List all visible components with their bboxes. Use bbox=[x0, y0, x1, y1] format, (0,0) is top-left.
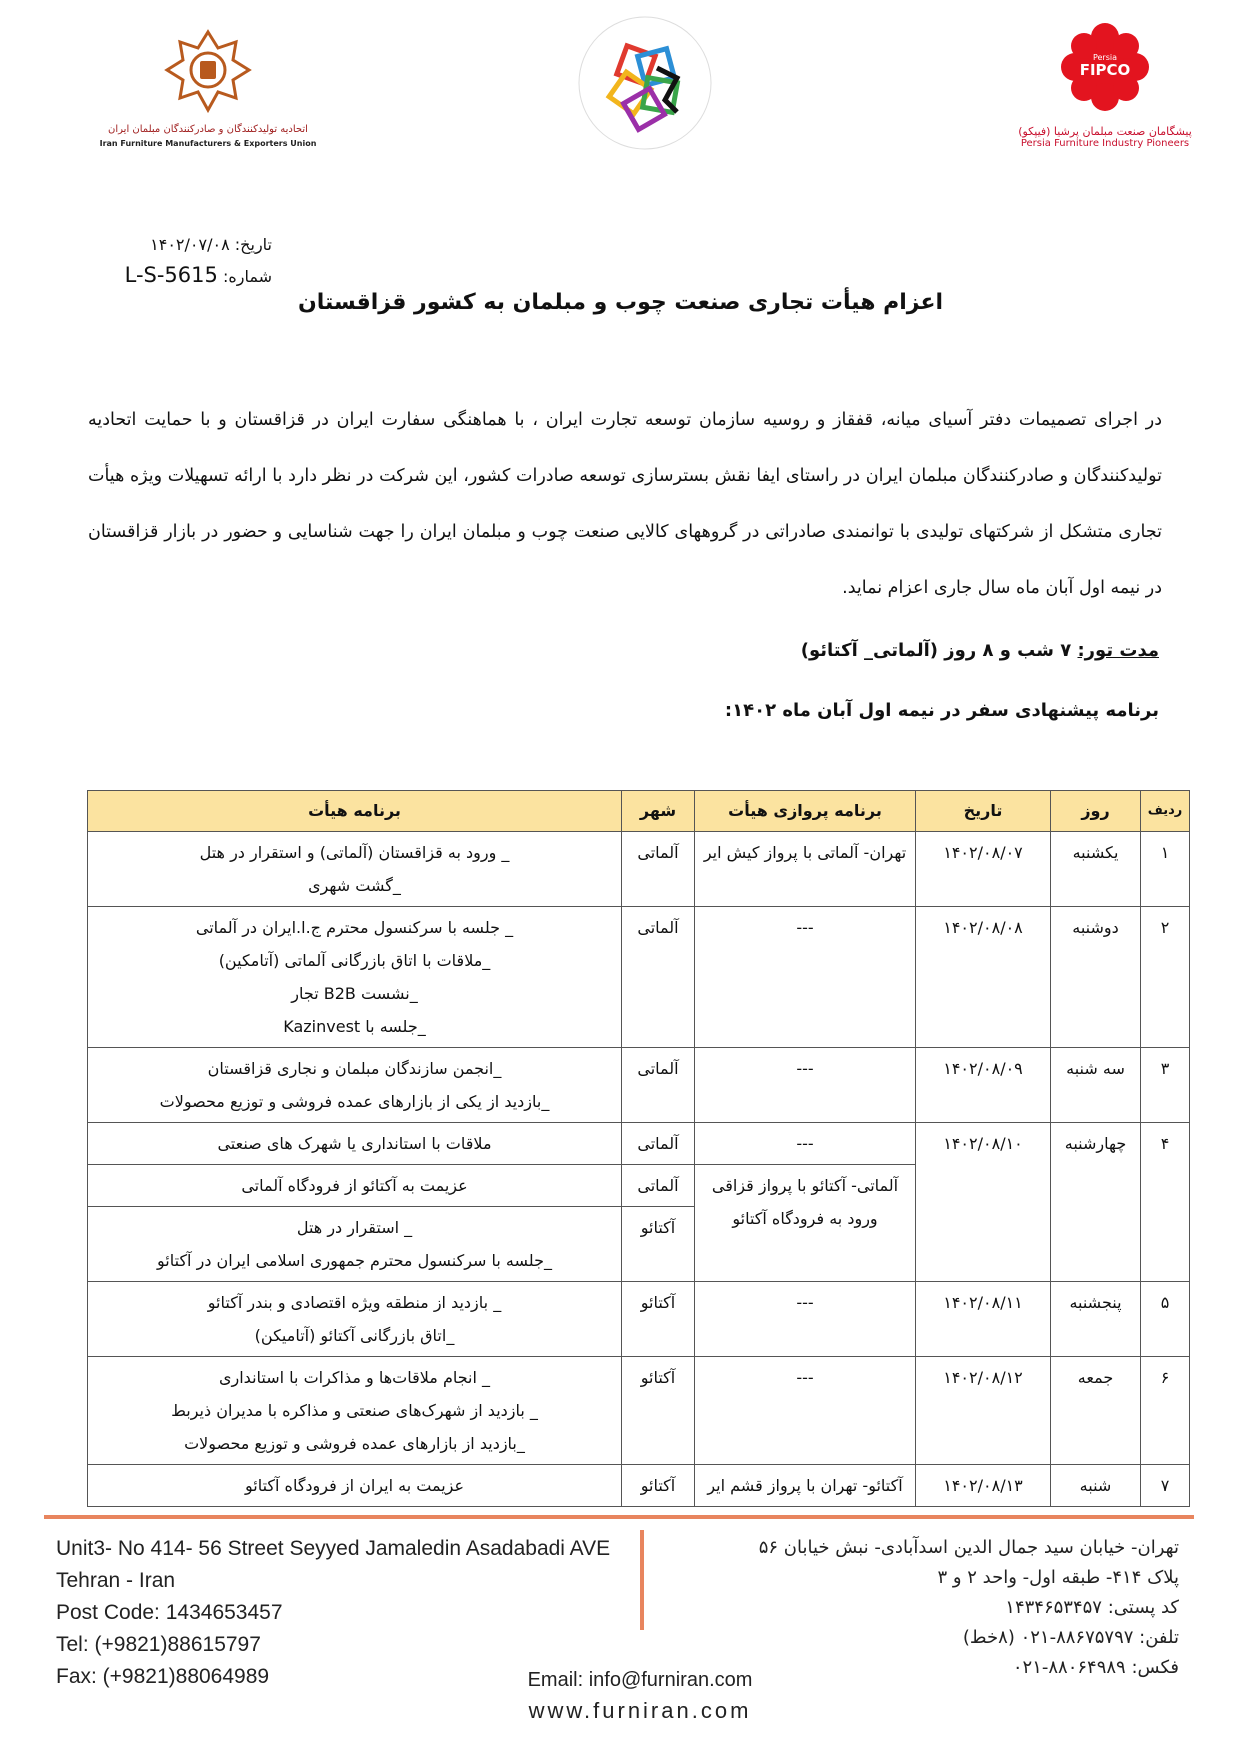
flight-line: آلماتی- آکتائو با پرواز قزاقی bbox=[711, 1176, 899, 1195]
header-radif: ردیف bbox=[1141, 791, 1190, 832]
program-line: _ انجام ملاقات‌ها و مذاکرات با استانداری bbox=[218, 1368, 491, 1387]
number-line bbox=[112, 260, 272, 290]
footer-fa-line: فکس: ۸۸۰۶۴۹۸۹-۰۲۱ bbox=[1012, 1657, 1179, 1678]
program-line: عزیمت به ایران از فرودگاه آکتائو bbox=[244, 1476, 465, 1495]
program-line: ملاقات با استانداری یا شهرک های صنعتی bbox=[217, 1134, 492, 1153]
footer-address-fa bbox=[759, 1533, 1179, 1683]
program-line: _ملاقات با اتاق بازرگانی آلماتی (آتامکین) bbox=[218, 951, 491, 970]
cell-flight: تهران- آلماتی با پرواز کیش ایر bbox=[695, 832, 916, 907]
schedule-table bbox=[87, 790, 1190, 1507]
table-row bbox=[88, 1465, 1190, 1507]
cell-city: آلماتی bbox=[622, 1123, 695, 1165]
cell-day: جمعه bbox=[1051, 1357, 1141, 1465]
header-program: برنامه هیأت bbox=[88, 791, 622, 832]
cell-radif: ۷ bbox=[1141, 1465, 1190, 1507]
cell-program bbox=[88, 832, 622, 907]
footer-vertical-divider bbox=[640, 1530, 644, 1630]
cell-program bbox=[88, 1123, 622, 1165]
footer-divider-line bbox=[44, 1515, 1194, 1519]
cell-city: آکتائو bbox=[622, 1465, 695, 1507]
program-line: _گشت شهری bbox=[308, 876, 401, 895]
cell-program bbox=[88, 1465, 622, 1507]
cell-city: آلماتی bbox=[622, 907, 695, 1048]
cell-day: شنبه bbox=[1051, 1465, 1141, 1507]
union-name-en: Iran Furniture Manufacturers & Exporters Union bbox=[99, 139, 317, 148]
cell-city: آلماتی bbox=[622, 1048, 695, 1123]
footer-fa-line: تلفن: ۸۸۶۷۵۷۹۷-۰۲۱ (۸خط) bbox=[962, 1627, 1179, 1648]
footer-en-line: Post Code: 1434653457 bbox=[56, 1601, 283, 1624]
program-line: _ جلسه با سرکنسول محترم ج.ا.ایران در آلماتی bbox=[195, 918, 514, 937]
table-row bbox=[88, 1048, 1190, 1123]
cell-program bbox=[88, 1207, 622, 1282]
cell-radif: ۶ bbox=[1141, 1357, 1190, 1465]
program-line: _ ورود به قزاقستان (آلماتی) و استقرار در هتل bbox=[199, 843, 510, 862]
union-emblem-icon bbox=[163, 28, 253, 114]
footer-fa-line: تهران- خیابان سید جمال الدین اسدآبادی- نبش خیابان ۵۶ bbox=[758, 1537, 1179, 1558]
footer-fa-line: کد پستی: ۱۴۳۴۶۵۳۴۵۷ bbox=[1005, 1597, 1179, 1618]
cell-day: چهارشنبه bbox=[1051, 1123, 1141, 1282]
cell-day: سه شنبه bbox=[1051, 1048, 1141, 1123]
tour-duration-label: مدت تور: bbox=[1077, 640, 1159, 661]
union-name-fa: اتحادیه تولیدکنندگان و صادرکنندگان مبلمان ایران bbox=[108, 124, 308, 135]
program-line: _بازدید از بازارهای عمده فروشی و توزیع محصولات bbox=[184, 1434, 525, 1453]
cell-day: دوشنبه bbox=[1051, 907, 1141, 1048]
cell-date: ۱۴۰۲/۰۸/۱۲ bbox=[916, 1357, 1051, 1465]
flight-line: ورود به فرودگاه آکتائو bbox=[732, 1209, 878, 1228]
tour-duration bbox=[801, 640, 1159, 661]
number-label: شماره: bbox=[222, 267, 272, 286]
footer-fa-line: پلاک ۴۱۴- طبقه اول- واحد ۲ و ۳ bbox=[937, 1567, 1179, 1588]
cell-program bbox=[88, 907, 622, 1048]
cell-flight: --- bbox=[695, 907, 916, 1048]
date-value: ۱۴۰۲/۰۷/۰۸ bbox=[150, 235, 230, 254]
header-date: تاریخ bbox=[916, 791, 1051, 832]
cell-city: آکتائو bbox=[622, 1282, 695, 1357]
date-label: تاریخ: bbox=[234, 235, 272, 254]
cell-flight: --- bbox=[695, 1357, 916, 1465]
cell-flight bbox=[695, 1165, 916, 1282]
furniture-union-logo bbox=[88, 28, 328, 148]
cell-city: آکتائو bbox=[622, 1357, 695, 1465]
cell-date: ۱۴۰۲/۰۸/۰۹ bbox=[916, 1048, 1051, 1123]
table-row bbox=[88, 832, 1190, 907]
program-line: _ بازدید از شهرک‌های صنعتی و مذاکره با مدیران ذیربط bbox=[171, 1401, 538, 1420]
footer-website[interactable]: www.furniran.com bbox=[528, 1698, 752, 1723]
fipco-logo bbox=[1010, 20, 1200, 149]
tour-duration-value: ۷ شب و ۸ روز (آلماتی_ آکتائو) bbox=[800, 640, 1072, 661]
cell-day: پنجشنبه bbox=[1051, 1282, 1141, 1357]
cell-flight: آکتائو- تهران با پرواز قشم ایر bbox=[695, 1465, 916, 1507]
fipco-brand-name: FIPCO bbox=[1079, 61, 1131, 79]
table-header-row bbox=[88, 791, 1190, 832]
fipco-name-en: Persia Furniture Industry Pioneers bbox=[1020, 138, 1190, 149]
header-flight: برنامه پروازی هیأت bbox=[695, 791, 916, 832]
cell-date: ۱۴۰۲/۰۸/۰۸ bbox=[916, 907, 1051, 1048]
cell-city: آلماتی bbox=[622, 832, 695, 907]
cell-city: آکتائو bbox=[622, 1207, 695, 1282]
cell-program bbox=[88, 1165, 622, 1207]
cell-city: آلماتی bbox=[622, 1165, 695, 1207]
cell-radif: ۱ bbox=[1141, 832, 1190, 907]
cell-date: ۱۴۰۲/۰۸/۱۳ bbox=[916, 1465, 1051, 1507]
cell-radif: ۳ bbox=[1141, 1048, 1190, 1123]
trade-promotion-organization-emblem-icon bbox=[565, 8, 725, 158]
letter-title: اعزام هیأت تجاری صنعت چوب و مبلمان به کشور قزاقستان bbox=[297, 290, 944, 315]
header-city: شهر bbox=[622, 791, 695, 832]
cell-flight: --- bbox=[695, 1123, 916, 1165]
fipco-brand-small: Persia bbox=[1092, 53, 1118, 62]
footer-web bbox=[510, 1665, 770, 1727]
cell-radif: ۴ bbox=[1141, 1123, 1190, 1282]
program-line: _بازدید از یکی از بازارهای عمده فروشی و توزیع محصولات bbox=[159, 1092, 550, 1111]
program-line: _انجمن سازندگان مبلمان و نجاری قزاقستان bbox=[207, 1059, 502, 1078]
fipco-flower-icon bbox=[1050, 20, 1160, 115]
footer-en-line: Unit3- No 414- 56 Street Seyyed Jamaledin Asadabadi AVE bbox=[56, 1537, 611, 1560]
cell-program bbox=[88, 1357, 622, 1465]
cell-program bbox=[88, 1282, 622, 1357]
table-row bbox=[88, 1282, 1190, 1357]
footer-en-line: Tehran - Iran bbox=[56, 1569, 176, 1592]
cell-date: ۱۴۰۲/۰۸/۰۷ bbox=[916, 832, 1051, 907]
letter-meta bbox=[112, 230, 272, 290]
program-line: _ بازدید از منطقه ویژه اقتصادی و بندر آکتائو bbox=[207, 1293, 502, 1312]
cell-date: ۱۴۰۲/۰۸/۱۰ bbox=[916, 1123, 1051, 1282]
footer-en-line: Fax: (+9821)88064989 bbox=[56, 1665, 270, 1688]
program-line: _اتاق بازرگانی آکتائو (آتامیکن) bbox=[254, 1326, 455, 1345]
cell-date: ۱۴۰۲/۰۸/۱۱ bbox=[916, 1282, 1051, 1357]
program-line: عزیمت به آکتائو از فرودگاه آلماتی bbox=[241, 1176, 468, 1195]
header-day: روز bbox=[1051, 791, 1141, 832]
cell-day: یکشنبه bbox=[1051, 832, 1141, 907]
footer-en-line: Tel: (+9821)88615797 bbox=[56, 1633, 261, 1656]
cell-program bbox=[88, 1048, 622, 1123]
plan-heading: برنامه پیشنهادی سفر در نیمه اول آبان ماه ۱۴۰۲: bbox=[724, 700, 1159, 721]
program-line: _ استقرار در هتل bbox=[296, 1218, 413, 1237]
table-row bbox=[88, 907, 1190, 1048]
footer-email[interactable]: Email: info@furniran.com bbox=[527, 1669, 753, 1691]
date-line bbox=[112, 230, 272, 260]
table-row bbox=[88, 1123, 1190, 1165]
program-line: _نشست B2B تجار bbox=[291, 984, 418, 1003]
program-line: _جلسه با Kazinvest bbox=[283, 1017, 426, 1036]
cell-flight: --- bbox=[695, 1282, 916, 1357]
program-line: _جلسه با سرکنسول محترم جمهوری اسلامی ایران در آکتائو bbox=[157, 1251, 552, 1270]
cell-flight: --- bbox=[695, 1048, 916, 1123]
table-row bbox=[88, 1357, 1190, 1465]
number-value: L-S-5615 bbox=[124, 263, 218, 287]
cell-radif: ۵ bbox=[1141, 1282, 1190, 1357]
letter-body: در اجرای تصمیمات دفتر آسیای میانه، قفقاز و روسیه سازمان توسعه تجارت ایران ، با هماهنگی سفارت ایران در قزاقستان و با حمایت اتحادیه تولیدکنندگان و صادرکنندگان مبلمان ایران در راستای ایفا نقش بسترسازی توسعه صادرات کشور، این شرکت در نظر دارد با ارائه تسهیلات ویژه هیأت تجاری متشکل از شرکتهای تولیدی با توانمندی صادراتی در گروههای کالایی صنعت چوب و مبلمان ایران را جهت شناسایی و حضور در بازار قزاقستان در نیمه اول آبان ماه سال جاری اعزام نماید. bbox=[88, 410, 1162, 598]
cell-radif: ۲ bbox=[1141, 907, 1190, 1048]
fipco-name-fa: پیشگامان صنعت مبلمان پرشیا (فیپکو) bbox=[1018, 125, 1192, 138]
